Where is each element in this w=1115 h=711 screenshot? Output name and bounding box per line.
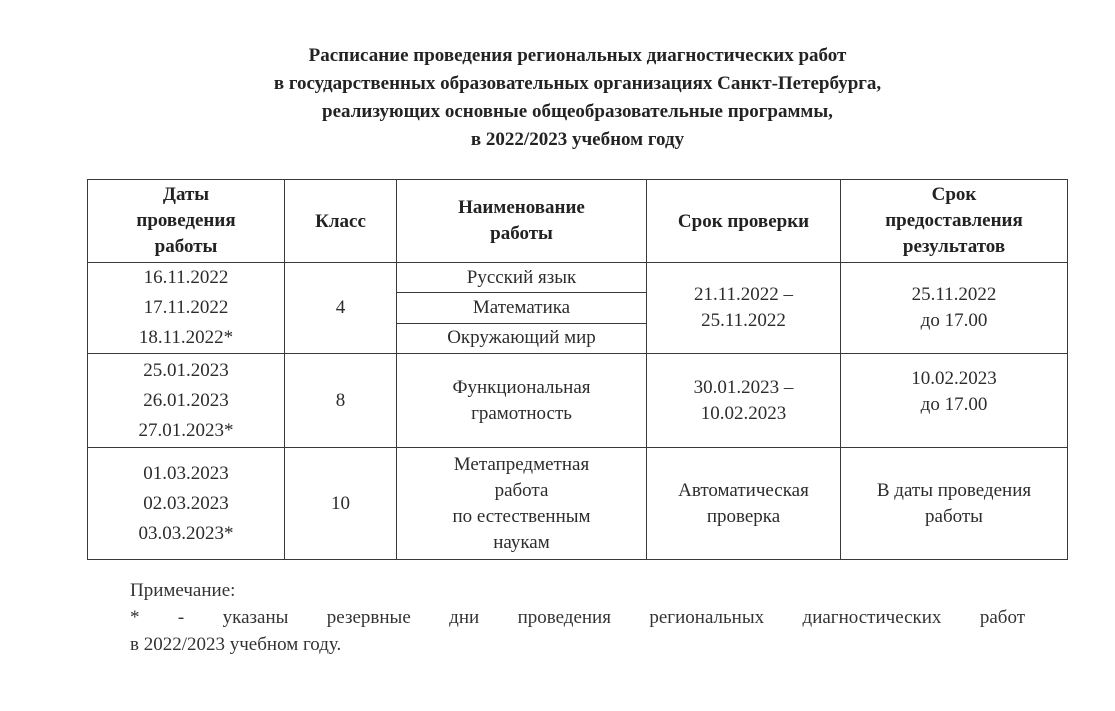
dates-cell: 01.03.2023 02.03.2023 03.03.2023* <box>88 448 285 560</box>
header-results: Срок предоставления результатов <box>841 180 1068 263</box>
subject-cell: Метапредметная работа по естественным наукам <box>397 448 647 560</box>
header-dates: Даты проведения работы <box>88 180 285 263</box>
note-continuation: в 2022/2023 учебном году. <box>130 634 342 655</box>
subject-cell: Функциональная грамотность <box>397 354 647 448</box>
check-period-cell: Автоматическая проверка <box>647 448 841 560</box>
results-cell: 25.11.2022 до 17.00 <box>841 263 1068 354</box>
subject-cell: Математика <box>397 293 647 323</box>
note-block <box>130 577 1025 658</box>
document-title <box>0 42 1115 154</box>
title-line-3: реализующих основные общеобразовательные программы, <box>322 101 833 122</box>
header-grade: Класс <box>285 180 397 263</box>
dates-cell: 16.11.2022 17.11.2022 18.11.2022* <box>88 263 285 354</box>
title-line-1: Расписание проведения региональных диагностических работ <box>308 45 847 66</box>
table-row <box>88 354 1068 448</box>
grade-cell: 4 <box>285 263 397 354</box>
grade-cell: 8 <box>285 354 397 448</box>
results-cell: В даты проведения работы <box>841 448 1068 560</box>
check-period-cell: 21.11.2022 – 25.11.2022 <box>647 263 841 354</box>
table-header-row <box>88 180 1068 263</box>
title-line-2: в государственных образовательных организациях Санкт-Петербурга, <box>273 73 882 94</box>
table-row <box>88 448 1068 560</box>
note-star-line: * - указаны резервные дни проведения региональных диагностических работ <box>130 607 1025 628</box>
schedule-table <box>87 179 1068 560</box>
title-line-4: в 2022/2023 учебном году <box>470 129 685 150</box>
subject-cell: Окружающий мир <box>397 323 647 353</box>
grade-cell: 10 <box>285 448 397 560</box>
note-label: Примечание: <box>130 580 236 601</box>
dates-cell: 25.01.2023 26.01.2023 27.01.2023* <box>88 354 285 448</box>
results-cell: 10.02.2023 до 17.00 <box>841 354 1068 448</box>
subject-cell: Русский язык <box>397 263 647 293</box>
header-check-period: Срок проверки <box>647 180 841 263</box>
table-row <box>88 263 1068 293</box>
check-period-cell: 30.01.2023 – 10.02.2023 <box>647 354 841 448</box>
header-name: Наименование работы <box>397 180 647 263</box>
